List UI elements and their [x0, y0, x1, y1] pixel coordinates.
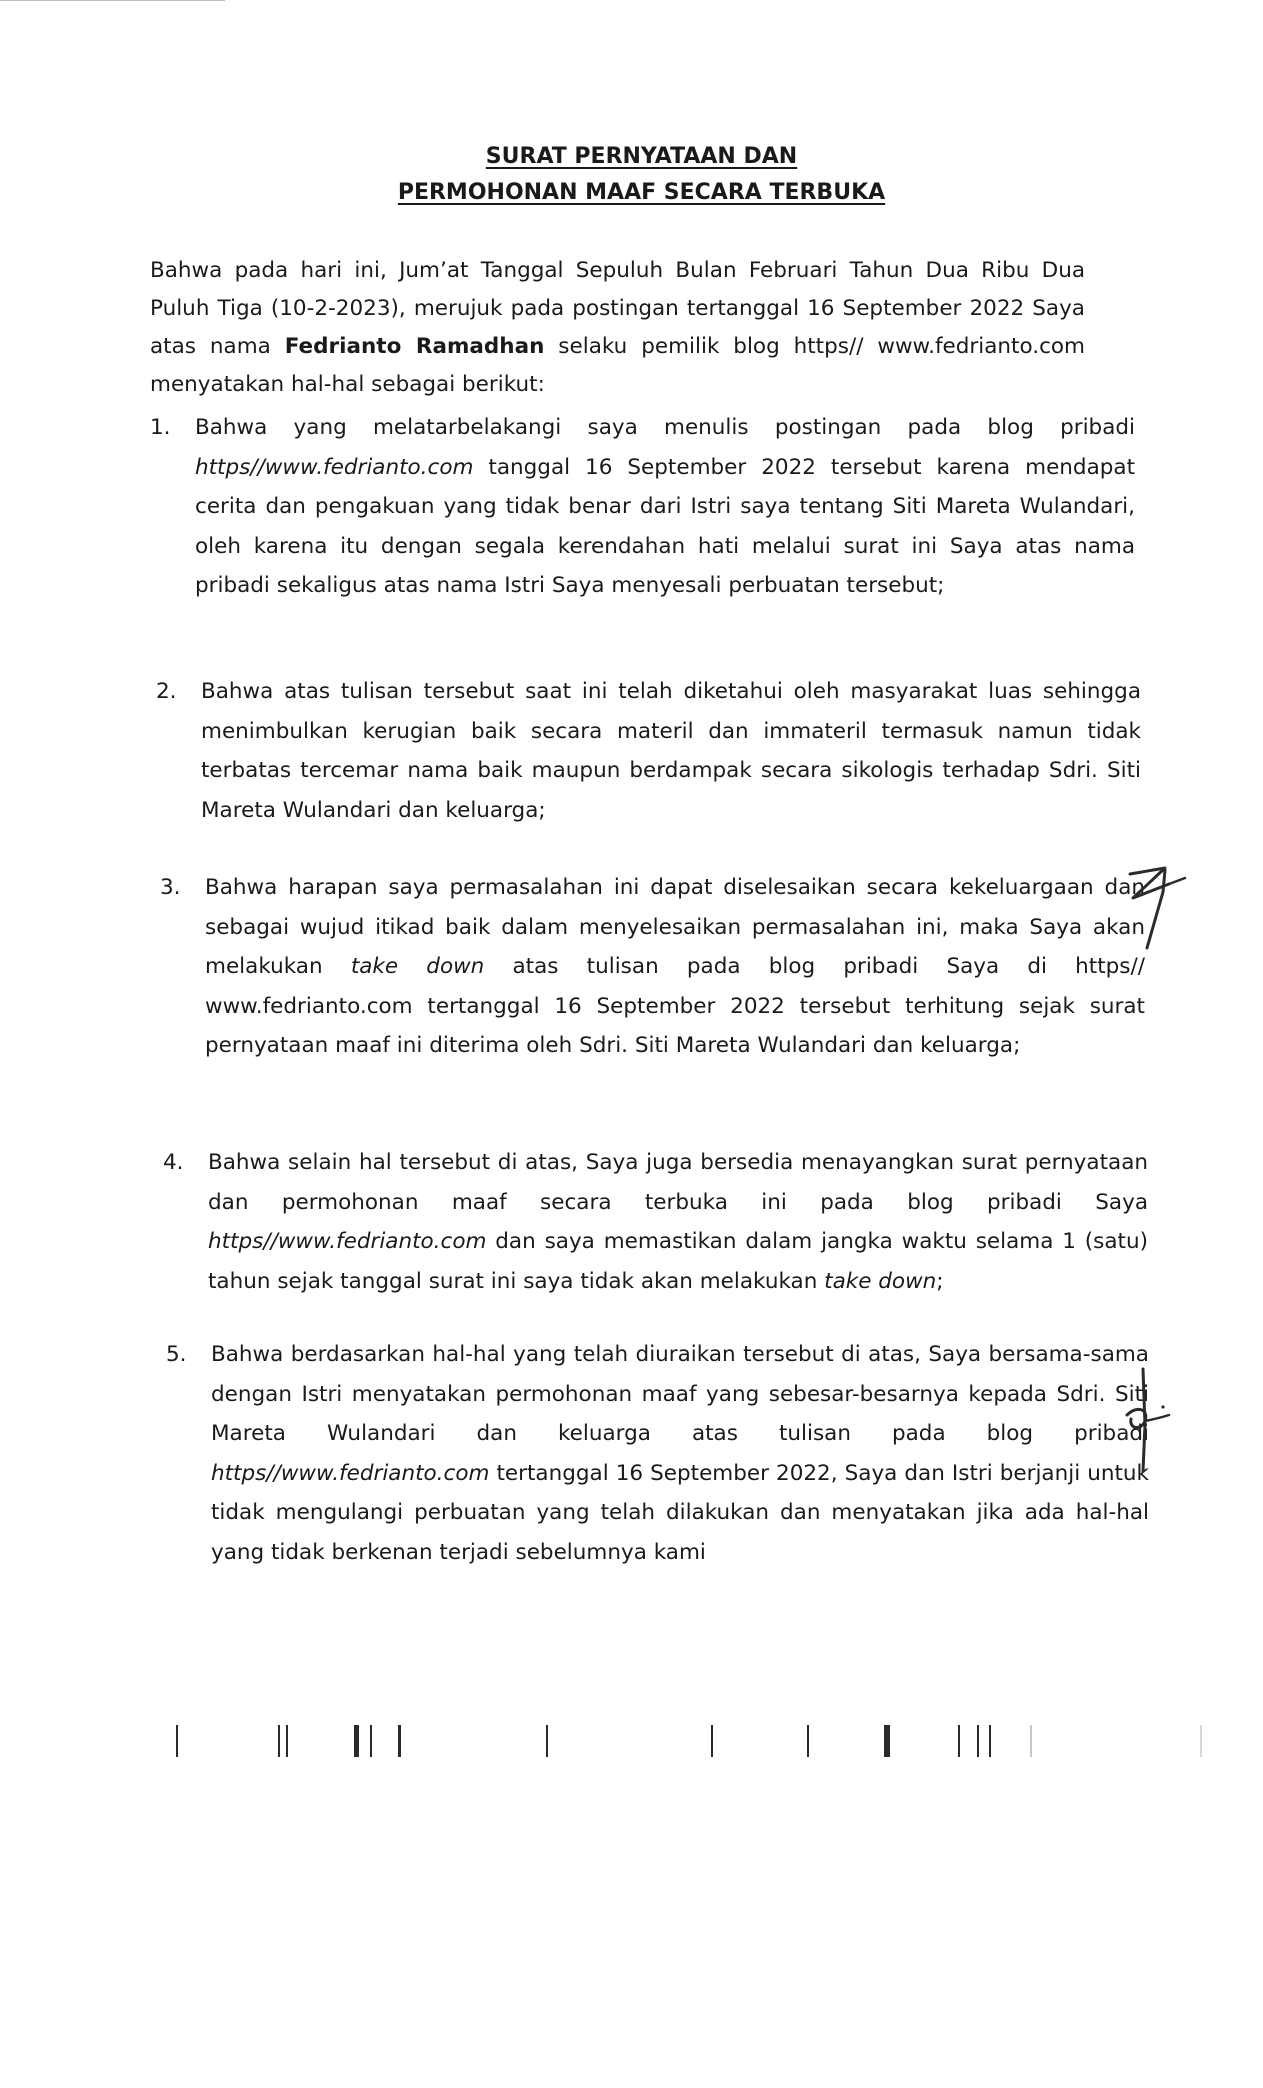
intro-text-end: selaku pemilik blog https// www.fedrianto.com menyatakan hal-hal sebagai berikut: [150, 334, 1085, 397]
take-down-term: take down [350, 954, 485, 979]
item-text-part: Bahwa harapan saya permasalahan ini dapat diselesaikan secara kekeluargaan dan sebagai wujud itikad baik dalam menyelesaikan permasalahan ini, maka Saya akan melakukan [205, 875, 1145, 979]
blog-url: https//www.fedrianto.com [195, 454, 474, 480]
item-number: 1. [150, 415, 171, 440]
item-text [201, 672, 1141, 830]
take-down-term: take down [824, 1268, 937, 1294]
item-text-part: dan saya memastikan dalam jangka waktu selama 1 (satu) tahun sejak tanggal surat ini saya tidak akan melakukan [208, 1229, 1148, 1294]
item-text-part: Bahwa atas tulisan tersebut saat ini telah diketahui oleh masyarakat luas sehingga menimbulkan kerugian baik secara materil dan immateril termasuk namun tidak terbatas tercemar nama baik maupun berdampak secara sikologis terhadap Sdri. Siti Mareta Wulandari dan keluarga; [201, 679, 1141, 823]
item-text-part: tanggal 16 September 2022 tersebut karena mendapat cerita dan pengakuan yang tidak benar dari Istri saya tentang Siti Mareta Wulandari, oleh karena itu dengan segala kerendahan hati melalui surat ini Saya atas nama pribadi sekaligus atas nama Istri Saya menyesali perbuatan tersebut; [195, 454, 1135, 598]
initial-mark-2 [1115, 1365, 1175, 1475]
item-text-part: ; [936, 1268, 944, 1294]
intro-text-start: Bahwa pada hari ini, Jum’at Tanggal Sepuluh Bulan Februari Tahun Dua Ribu Dua Puluh Tiga (10-2-2023), merujuk pada postingan tertanggal 16 September 2022 Saya atas nama [150, 258, 1085, 359]
blog-url: https//www.fedrianto.com [208, 1229, 487, 1254]
item-number: 2. [156, 679, 177, 704]
item-number: 4. [163, 1150, 184, 1175]
document-title-line-1: SURAT PERNYATAAN DAN [485, 144, 798, 169]
item-number: 3. [160, 875, 181, 900]
item-number: 5. [166, 1342, 187, 1367]
item-text-part: Bahwa selain hal tersebut di atas, Saya juga bersedia menayangkan surat pernyataan dan permohonan maaf secara terbuka ini pada blog pribadi Saya [208, 1150, 1148, 1215]
scan-barcode-marks [0, 1725, 1263, 1765]
item-text [205, 868, 1145, 1066]
item-text [211, 1335, 1149, 1572]
item-text [195, 408, 1135, 606]
item-text-part: Bahwa berdasarkan hal-hal yang telah diuraikan tersebut di atas, Saya bersama-sama dengan Istri menyatakan permohonan maaf yang sebesar-besarnya kepada Sdri. Siti Mareta Wulandari dan keluarga atas tulisan pada blog pribadi [211, 1342, 1149, 1446]
item-text-part: tertanggal 16 September 2022, Saya dan Istri berjanji untuk tidak mengulangi perbuatan yang telah dilakukan dan menyatakan jika ada hal-hal yang tidak berkenan terjadi sebelumnya kami [211, 1460, 1149, 1565]
document-title-line-2: PERMOHONAN MAAF SECARA TERBUKA [397, 180, 886, 205]
blog-url: https//www.fedrianto.com [211, 1460, 490, 1486]
intro-paragraph [150, 252, 1085, 404]
item-text [208, 1143, 1148, 1301]
initial-mark-1 [1125, 862, 1195, 952]
signatory-name: Fedrianto Ramadhan [284, 334, 545, 359]
scan-edge-line [0, 0, 225, 1]
item-text-part: atas tulisan pada blog pribadi Saya di https// www.fedrianto.com tertanggal 16 September 2022 tersebut terhitung sejak surat pernyataan maaf ini diterima oleh Sdri. Siti Mareta Wulandari dan keluarga; [205, 954, 1145, 1058]
item-text-part: Bahwa yang melatarbelakangi saya menulis postingan pada blog pribadi [195, 415, 1135, 440]
